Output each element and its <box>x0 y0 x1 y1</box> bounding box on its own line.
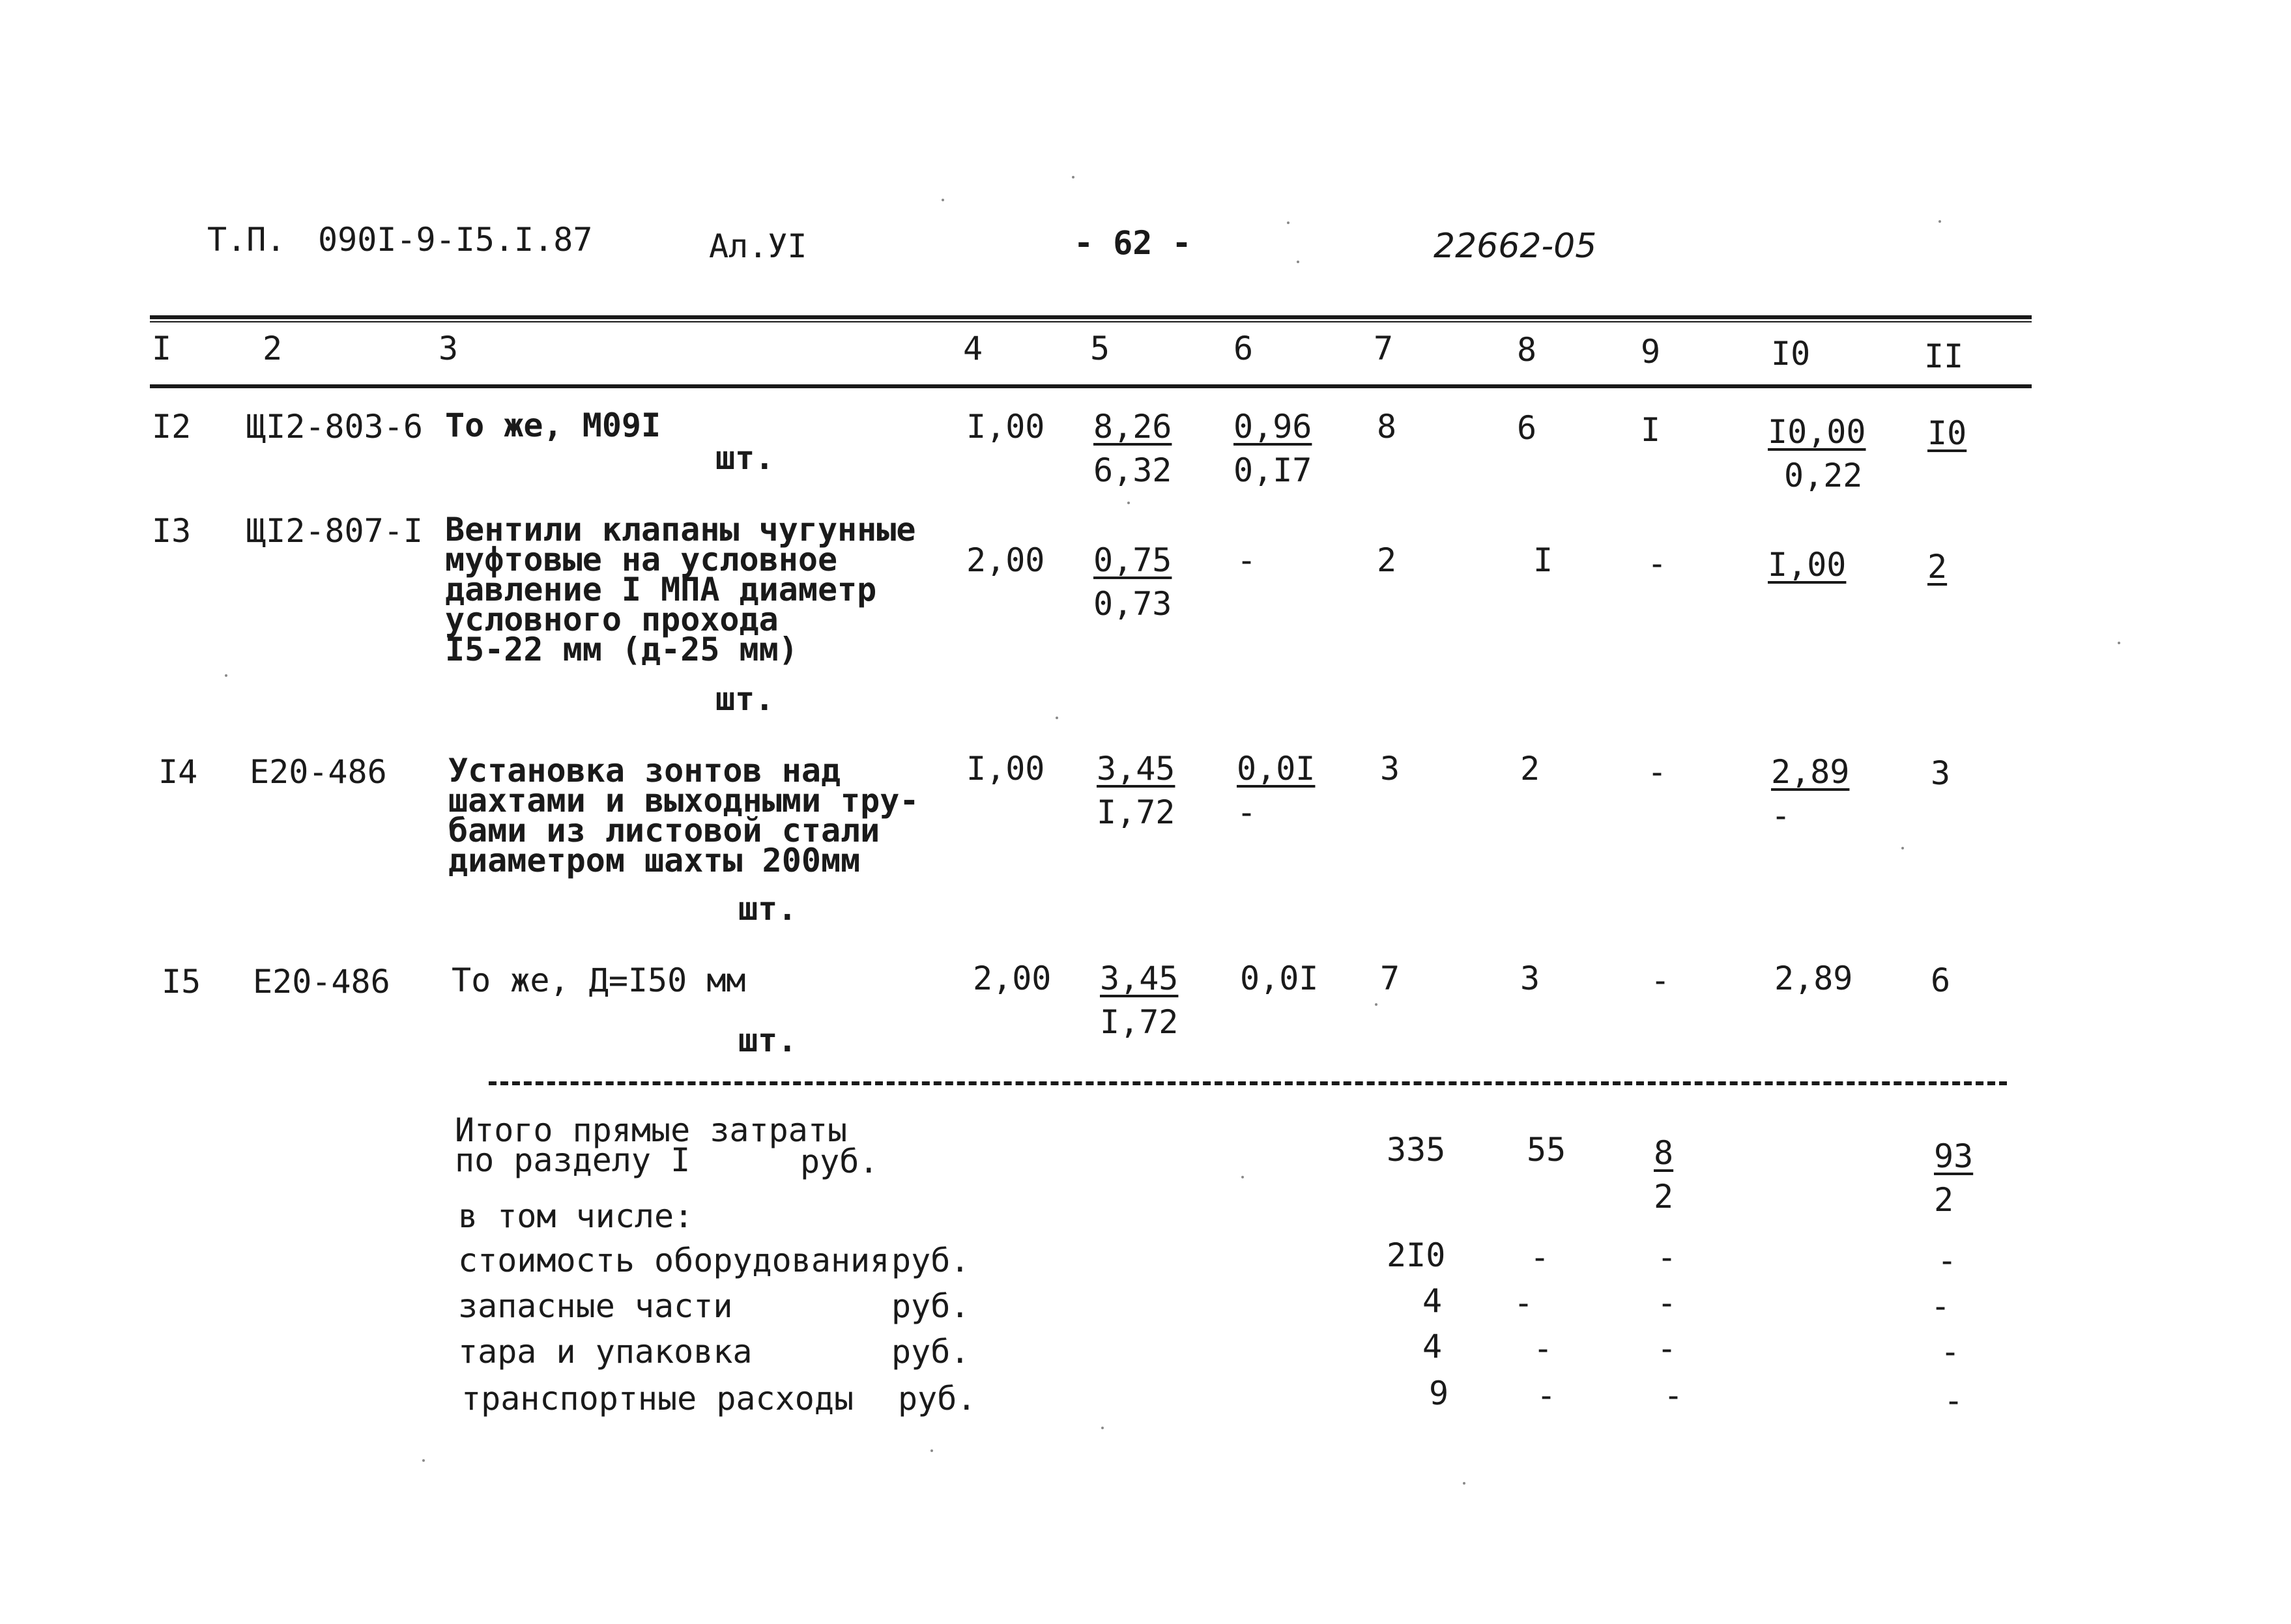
header-bottom-rule <box>150 384 2032 388</box>
row-col8: 3 <box>1520 960 1540 997</box>
breakdown-label: транспортные расходы <box>461 1380 854 1417</box>
breakdown-col7: 2I0 <box>1387 1236 1446 1274</box>
scan-speck <box>1297 261 1299 263</box>
row-unit: шт. <box>715 680 775 718</box>
breakdown-col7: 4 <box>1422 1328 1443 1365</box>
row-code: ЩI2-803-6 <box>246 408 423 446</box>
col-header-3: 3 <box>439 330 459 367</box>
row-col10-bottom: 0,22 <box>1784 457 1863 494</box>
table-top-rule <box>150 315 2032 319</box>
breakdown-label: тара и упаковка <box>458 1333 753 1371</box>
scan-speck <box>1463 1482 1465 1485</box>
row-col7: 3 <box>1380 750 1400 788</box>
col-header-9: 9 <box>1641 333 1661 371</box>
header-album: Ал.УI <box>709 227 807 265</box>
row-col6-bottom: 0,I7 <box>1233 451 1312 489</box>
including-label: в том числе: <box>458 1197 694 1235</box>
scan-speck <box>225 674 227 677</box>
totals-col8: 55 <box>1527 1131 1566 1169</box>
row-col5-top: 3,45 <box>1100 960 1179 997</box>
row-col10-top: 2,89 <box>1771 753 1850 791</box>
scan-speck <box>422 1459 425 1462</box>
row-description: То же, Д=I50 мм <box>452 962 746 999</box>
row-number: I5 <box>162 963 201 1001</box>
breakdown-unit: руб. <box>891 1333 970 1371</box>
row-col5-top: 8,26 <box>1093 408 1172 446</box>
scan-speck <box>1901 847 1904 849</box>
breakdown-label: стоимость оборудования <box>458 1242 890 1279</box>
row-number: I3 <box>152 512 192 550</box>
breakdown-unit: руб. <box>891 1242 970 1279</box>
table-top-rule-thin <box>150 321 2032 322</box>
row-col10-top: 2,89 <box>1774 960 1853 997</box>
breakdown-unit: руб. <box>891 1287 970 1325</box>
breakdown-col11: - <box>1937 1242 1957 1279</box>
row-col7: 8 <box>1377 408 1397 446</box>
row-quantity: 2,00 <box>973 960 1052 997</box>
col-header-5: 5 <box>1090 330 1110 367</box>
row-col5-bottom: 0,73 <box>1093 585 1172 623</box>
scan-speck <box>942 199 944 201</box>
breakdown-col9: - <box>1657 1238 1677 1276</box>
row-unit: шт. <box>715 439 775 477</box>
breakdown-col9: - <box>1657 1330 1677 1367</box>
scan-speck <box>1056 717 1058 719</box>
row-col6-top: 0,0I <box>1237 750 1316 788</box>
row-col5-top: 0,75 <box>1093 541 1172 579</box>
row-quantity: 2,00 <box>966 541 1045 579</box>
header-tp: Т.П. <box>207 221 286 259</box>
breakdown-col8: - <box>1514 1284 1534 1322</box>
breakdown-col7: 4 <box>1422 1282 1443 1320</box>
row-code: Е20-486 <box>253 963 390 1001</box>
scan-speck <box>1938 220 1941 223</box>
row-description: Вентили клапаны чугунные муфтовые на условное давление I МПА диаметр условного прохода I5-22 мм (д-25 мм) <box>445 511 916 668</box>
scan-speck <box>2118 642 2120 644</box>
col-header-7: 7 <box>1374 330 1394 367</box>
row-col11: I0 <box>1927 414 1967 452</box>
col-header-6: 6 <box>1233 330 1254 367</box>
breakdown-col8: - <box>1530 1238 1550 1276</box>
row-col10-top: I0,00 <box>1768 413 1866 451</box>
scan-speck <box>1375 1003 1377 1006</box>
scan-speck <box>1287 221 1290 224</box>
row-number: I2 <box>152 408 192 446</box>
row-col11: 2 <box>1927 548 1948 586</box>
scan-speck <box>1072 176 1074 178</box>
breakdown-unit: руб. <box>898 1380 977 1417</box>
breakdown-col11: - <box>1931 1287 1951 1325</box>
breakdown-col8: - <box>1536 1376 1557 1414</box>
scan-speck <box>930 1449 933 1452</box>
header-code: 090I-9-I5.I.87 <box>318 221 593 259</box>
row-col9: I <box>1641 411 1661 449</box>
scan-speck <box>1127 502 1130 504</box>
row-col9: - <box>1650 962 1671 999</box>
row-code: Е20-486 <box>250 753 387 791</box>
breakdown-col11: - <box>1940 1333 1961 1371</box>
breakdown-col8: - <box>1533 1330 1553 1367</box>
totals-col11-top: 93 <box>1934 1137 1974 1175</box>
header-page-number: - 62 - <box>1074 224 1192 262</box>
row-unit: шт. <box>738 1021 798 1059</box>
row-col5-bottom: I,72 <box>1100 1003 1179 1041</box>
breakdown-col9: - <box>1664 1376 1684 1414</box>
row-description: То же, М09I <box>445 406 661 444</box>
row-description: Установка зонтов над шахтами и выходными тру- бами из листовой стали диаметром шахты 200мм <box>448 752 919 879</box>
totals-col9-top: 8 <box>1654 1134 1674 1172</box>
row-quantity: I,00 <box>966 750 1045 788</box>
row-col7: 2 <box>1377 541 1397 579</box>
totals-col7: 335 <box>1387 1131 1446 1169</box>
col-header-1: I <box>152 330 172 367</box>
totals-label: Итого прямые затраты по разделу I <box>455 1111 848 1179</box>
row-col9: - <box>1647 545 1667 582</box>
col-header-8: 8 <box>1517 331 1537 369</box>
row-col8: I <box>1533 541 1553 579</box>
row-col6-top: 0,96 <box>1233 408 1312 446</box>
totals-separator <box>489 1081 2007 1085</box>
totals-col11-bottom: 2 <box>1934 1181 1954 1219</box>
row-col10-top: I,00 <box>1768 546 1847 584</box>
scan-speck <box>1101 1427 1104 1429</box>
col-header-10: I0 <box>1771 335 1811 373</box>
row-col11: 6 <box>1931 962 1951 999</box>
col-header-4: 4 <box>963 330 983 367</box>
col-header-2: 2 <box>263 330 283 367</box>
row-code: ЩI2-807-I <box>246 512 423 550</box>
breakdown-label: запасные части <box>458 1287 733 1325</box>
breakdown-col7: 9 <box>1429 1375 1449 1412</box>
col-header-11: II <box>1924 337 1964 375</box>
row-col9: - <box>1647 753 1667 791</box>
breakdown-col11: - <box>1944 1382 1964 1419</box>
row-unit: шт. <box>738 890 798 928</box>
breakdown-col9: - <box>1657 1284 1677 1322</box>
row-col5-bottom: 6,32 <box>1093 451 1172 489</box>
row-col6-bottom: - <box>1237 793 1257 831</box>
row-col5-top: 3,45 <box>1097 750 1175 788</box>
row-col6-top: 0,0I <box>1240 960 1319 997</box>
header-archive-number: 22662-05 <box>1434 227 1597 266</box>
totals-col9-bottom: 2 <box>1654 1178 1674 1216</box>
row-col7: 7 <box>1380 960 1400 997</box>
row-col6-top: - <box>1237 541 1257 579</box>
row-col5-bottom: I,72 <box>1097 793 1175 831</box>
scan-speck <box>1241 1176 1244 1178</box>
row-col11: 3 <box>1931 754 1951 792</box>
row-col8: 6 <box>1517 409 1537 447</box>
row-col8: 2 <box>1520 750 1540 788</box>
row-number: I4 <box>158 753 198 791</box>
totals-unit: руб. <box>800 1143 879 1180</box>
row-col10-bottom: - <box>1771 797 1791 834</box>
row-quantity: I,00 <box>966 408 1045 446</box>
